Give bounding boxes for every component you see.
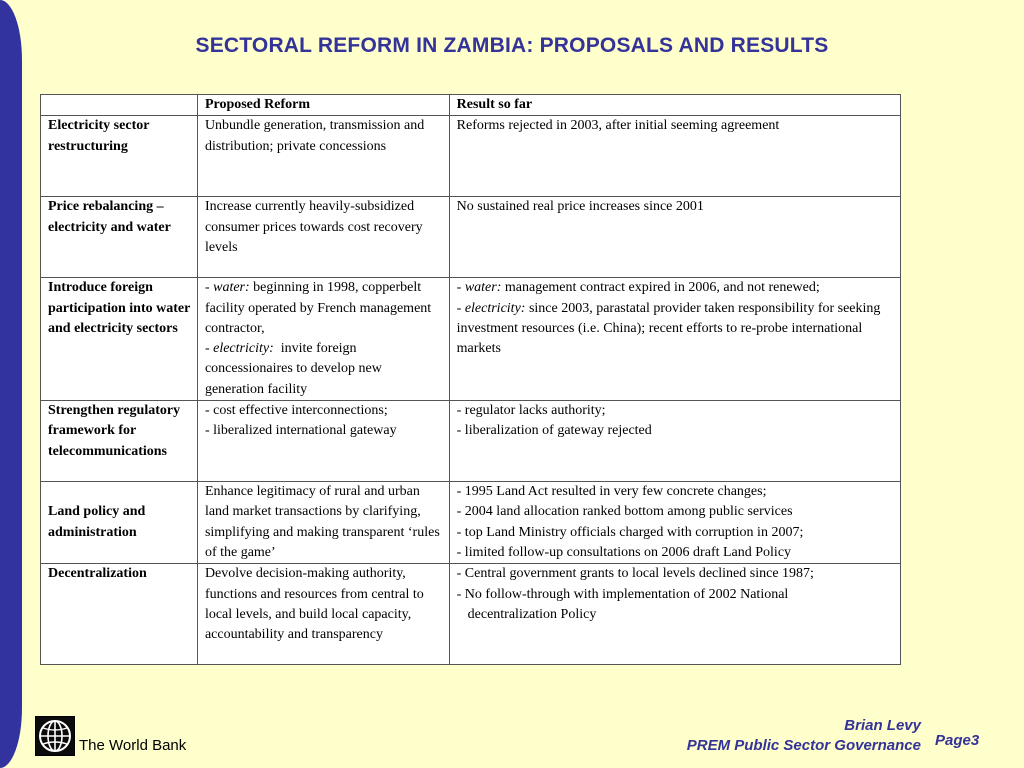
result-line: - Central government grants to local levels declined since 1987;	[456, 566, 814, 582]
reform-table	[40, 94, 901, 665]
row-result	[449, 401, 900, 482]
row-result	[449, 564, 900, 665]
row-topic: Land policy and administration	[41, 482, 198, 564]
result-line: - top Land Ministry officials charged with corruption in 2007;	[456, 524, 804, 540]
row-proposed	[197, 278, 449, 401]
item-text: beginning in 1998, copperbelt facility operated by French management contractor,	[204, 280, 432, 336]
result-line: decentralization Policy	[467, 606, 597, 622]
row-topic: Introduce foreign participation into water and electricity sectors	[41, 278, 198, 401]
row-topic: Electricity sector restructuring	[41, 116, 198, 197]
table-row	[41, 116, 901, 197]
proposed-line: - cost effective interconnections;	[204, 403, 388, 419]
item-text: invite foreign concessionaires to develop new generation facility	[204, 341, 386, 397]
row-proposed: Increase currently heavily-subsidized consumer prices towards cost recovery levels	[197, 197, 449, 278]
table-row	[41, 482, 901, 564]
row-proposed	[197, 401, 449, 482]
result-line: - No follow-through with implementation of 2002 National	[456, 586, 789, 602]
header-topic	[41, 95, 198, 116]
row-topic: Price rebalancing – electricity and water	[41, 197, 198, 278]
item-label: electricity:	[464, 300, 526, 316]
header-result-so-far: Result so far	[449, 95, 900, 116]
footer-unit: PREM Public Sector Governance	[686, 737, 921, 754]
row-topic: Strengthen regulatory framework for telecommunications	[41, 401, 198, 482]
item-label: water:	[464, 280, 502, 296]
table-row	[41, 401, 901, 482]
slide-title: SECTORAL REFORM IN ZAMBIA: PROPOSALS AND RESULTS	[195, 34, 829, 57]
item-prefix: -	[204, 280, 214, 296]
left-accent-bar	[0, 0, 22, 768]
row-result	[449, 278, 900, 401]
row-topic: Decentralization	[41, 564, 198, 665]
row-result: Reforms rejected in 2003, after initial seeming agreement	[449, 116, 900, 197]
item-prefix: -	[204, 341, 214, 357]
result-line: - liberalization of gateway rejected	[456, 423, 652, 439]
row-proposed: Unbundle generation, transmission and distribution; private concessions	[197, 116, 449, 197]
proposed-item-electricity	[205, 341, 385, 397]
item-label: electricity:	[213, 341, 274, 357]
footer-organization: The World Bank	[79, 737, 187, 754]
footer-author: Brian Levy	[844, 717, 921, 734]
item-text: management contract expired in 2006, and not renewed;	[501, 280, 820, 296]
result-line: - 1995 Land Act resulted in very few concrete changes;	[456, 484, 767, 500]
item-prefix: -	[456, 280, 465, 296]
result-item-electricity	[457, 301, 881, 357]
table-header-row	[41, 95, 901, 116]
item-prefix: -	[456, 300, 465, 316]
table-row	[41, 197, 901, 278]
table-row	[41, 564, 901, 665]
result-line: - regulator lacks authority;	[456, 403, 606, 419]
footer-author-block	[687, 716, 921, 756]
world-bank-globe-icon	[35, 716, 75, 756]
row-proposed: Devolve decision-making authority, functions and resources from central to local levels, and build local capacity, accountability and transparency	[197, 564, 449, 665]
page-number: Page3	[935, 732, 980, 749]
item-label: water:	[213, 280, 250, 296]
result-line: - limited follow-up consultations on 2006 draft Land Policy	[456, 544, 792, 560]
item-text: since 2003, parastatal provider taken responsibility for seeking investment resources (i.e. China); recent efforts to re-probe international markets	[456, 300, 881, 357]
header-proposed-reform: Proposed Reform	[197, 95, 449, 116]
result-item-water	[457, 280, 820, 295]
proposed-item-water	[205, 280, 431, 336]
row-result	[449, 482, 900, 564]
table-row	[41, 278, 901, 401]
proposed-line: - liberalized international gateway	[204, 423, 397, 439]
result-line: - 2004 land allocation ranked bottom among public services	[456, 504, 793, 520]
row-result: No sustained real price increases since 2001	[449, 197, 900, 278]
row-proposed: Enhance legitimacy of rural and urban land market transactions by clarifying, simplifying and making transparent ‘rules of the game’	[197, 482, 449, 564]
